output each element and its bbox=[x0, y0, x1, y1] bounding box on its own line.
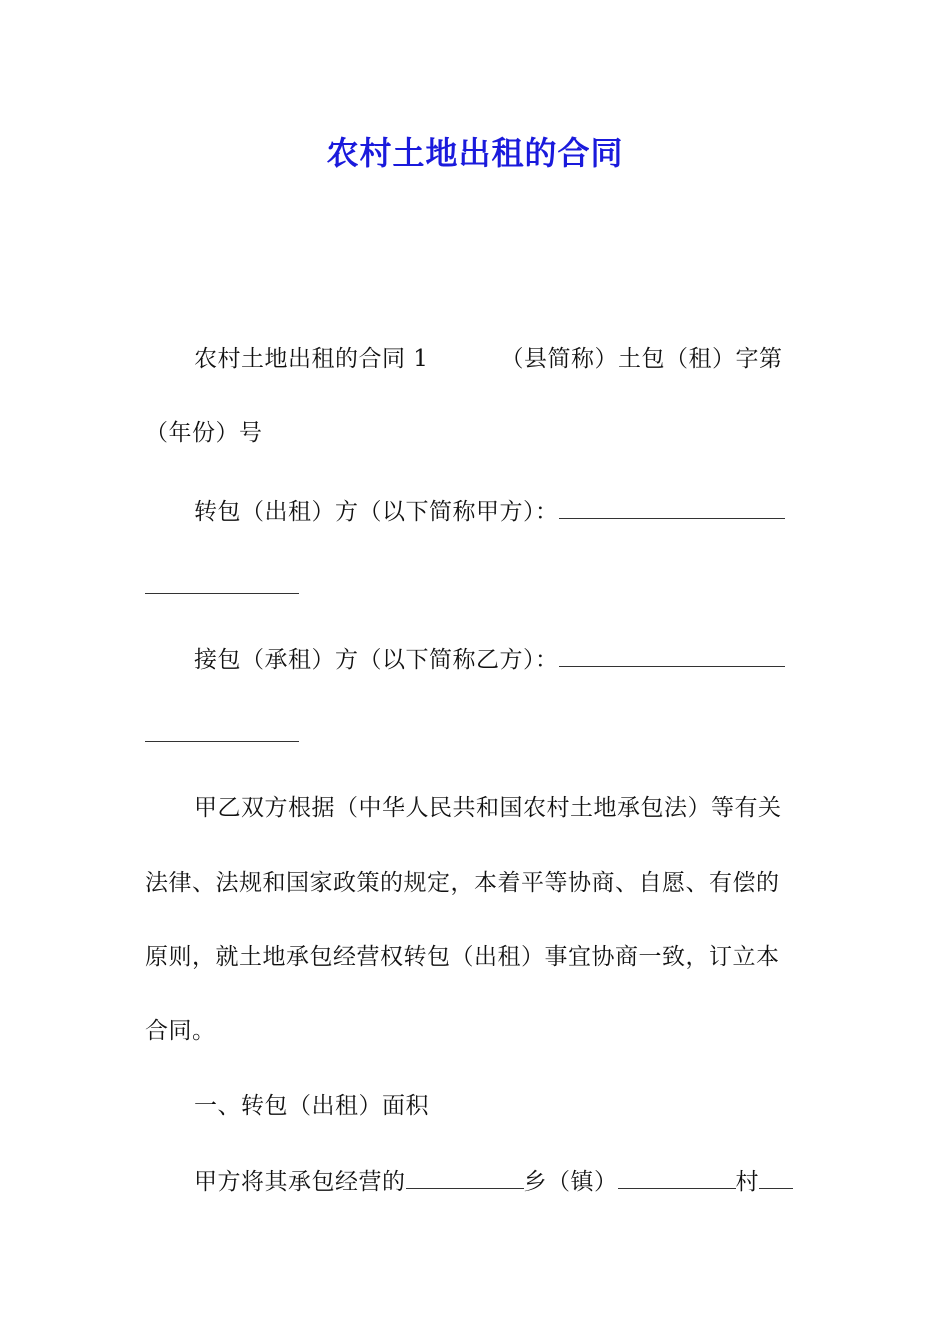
section-heading: 一、转包（出租）面积 bbox=[194, 1093, 429, 1119]
document-title: 农村土地出租的合同 bbox=[326, 134, 624, 172]
party-b-label: 接包（承租）方（以下简称乙方）： bbox=[194, 647, 559, 673]
section-text: 甲方将其承包经营的 bbox=[194, 1169, 406, 1195]
section-text-line bbox=[194, 1166, 805, 1197]
party-b-line bbox=[194, 644, 805, 675]
township-blank[interactable] bbox=[406, 1166, 524, 1189]
contract-heading-text: 农村土地出租的合同 1 bbox=[194, 346, 429, 372]
paragraph-line: 原则，就土地承包经营权转包（出租）事宜协商一致，订立本 bbox=[145, 944, 780, 970]
contract-number-text: （县简称）土包（租）字第 bbox=[500, 346, 783, 372]
contract-year-line: （年份）号 bbox=[145, 420, 263, 446]
group-blank[interactable] bbox=[759, 1166, 793, 1189]
party-a-blank-continued[interactable] bbox=[145, 593, 299, 594]
party-b-blank-continued[interactable] bbox=[145, 741, 299, 742]
paragraph-line: 甲乙双方根据（中华人民共和国农村土地承包法）等有关 bbox=[194, 795, 782, 821]
section-text: 村 bbox=[735, 1169, 759, 1195]
party-a-blank[interactable] bbox=[559, 496, 785, 519]
contract-number-line bbox=[194, 344, 805, 374]
paragraph-line: 合同。 bbox=[145, 1018, 216, 1044]
section-text: 乡（镇） bbox=[523, 1169, 618, 1195]
party-a-label: 转包（出租）方（以下简称甲方）： bbox=[194, 499, 559, 525]
paragraph-line: 法律、法规和国家政策的规定，本着平等协商、自愿、有偿的 bbox=[145, 870, 780, 896]
party-a-line bbox=[194, 496, 805, 527]
party-b-blank[interactable] bbox=[559, 644, 785, 667]
village-blank[interactable] bbox=[618, 1166, 736, 1189]
